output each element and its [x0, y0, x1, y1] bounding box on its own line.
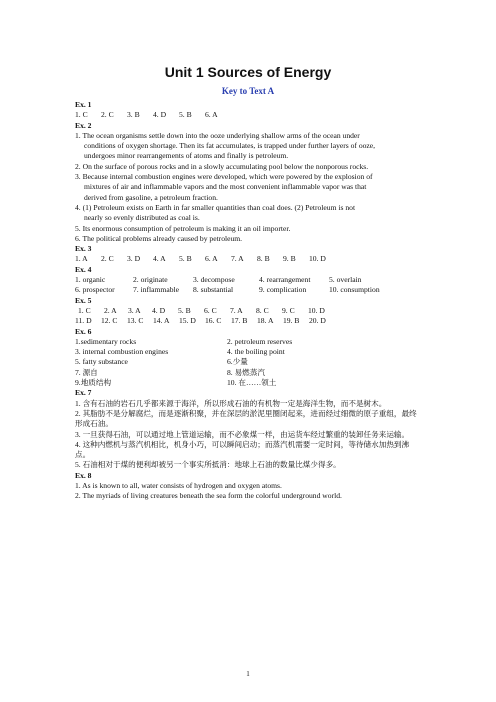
answer: 7. A — [230, 305, 243, 315]
answer: 9. B — [283, 254, 296, 264]
answer: 8. 易燃蒸汽 — [227, 367, 265, 377]
ex5-heading: Ex. 5 — [75, 295, 92, 305]
answer: 6. A — [205, 254, 218, 264]
answer-key-content — [75, 100, 421, 502]
answer: 7. 源自 — [75, 367, 98, 377]
answer: 7. A — [231, 254, 244, 264]
ex6-row — [75, 378, 421, 388]
ex2-answer-line: 1. The ocean organisms settle down into the ooze underlying shallow arms of the ocean under — [75, 130, 360, 140]
answer: 4. rearrangement — [259, 275, 311, 285]
ex7-answer: 2. 其脂肪不是分解腐烂，而是逐渐积聚，并在深层的淤泥里圈闭起来，进而经过细微的原子重组，最终形成石油。 — [75, 408, 417, 429]
answer: 4. D — [153, 110, 167, 120]
ex8-answer: 2. The myriads of living creatures beneath the sea form the colorful underground world. — [75, 491, 342, 501]
ex6-row — [75, 337, 421, 347]
ex7-answer: 5. 石油相对于煤的便利却被另一个事实所抵消：地球上石油的数量比煤少得多。 — [75, 460, 341, 470]
answer: 2. originate — [133, 275, 168, 285]
answer: 8. C — [256, 305, 269, 315]
answer: 3. B — [127, 110, 140, 120]
ex6-heading: Ex. 6 — [75, 326, 92, 336]
answer: 9. complication — [259, 285, 307, 295]
ex5-row-1 — [75, 306, 421, 316]
answer: 9.地质结构 — [75, 378, 112, 388]
answer: 5. B — [179, 110, 192, 120]
answer: 1. C — [78, 305, 91, 315]
ex2-answer-line: 4. (1) Petroleum exists on Earth in far smaller quantities than coal does. (2) Petroleum is not — [75, 202, 356, 212]
page-subtitle: Key to Text A — [221, 86, 275, 96]
ex3-answers — [75, 254, 421, 264]
answer: 10. 在……领土 — [227, 378, 277, 388]
answer: 16. C — [205, 316, 222, 326]
answer: 12. C — [101, 316, 118, 326]
ex4-heading: Ex. 4 — [75, 264, 92, 274]
answer: 3. D — [127, 254, 141, 264]
ex4-row-1 — [75, 275, 421, 285]
answer: 10. D — [308, 305, 325, 315]
answer: 20. D — [309, 316, 326, 326]
answer: 4. the boiling point — [227, 347, 285, 357]
answer: 1. C — [75, 110, 88, 120]
answer: 2. A — [104, 305, 117, 315]
ex1-heading: Ex. 1 — [75, 100, 92, 109]
answer: 3. decompose — [193, 275, 235, 285]
ex2-answer-line: 3. Because internal combustion engines were developed, which were powered by the explosion of — [75, 172, 373, 182]
answer: 6. A — [205, 110, 218, 120]
answer: 7. inflammable — [133, 285, 179, 295]
answer: 14. A — [153, 316, 170, 326]
answer: 5. B — [178, 305, 191, 315]
ex7-answer: 1. 含有石油的岩石几乎都来源于海洋，所以形成石油的有机物一定是海洋生物，而不是树木。 — [75, 398, 387, 408]
ex6-row — [75, 368, 421, 378]
ex8-answer: 1. As is known to all, water consists of hydrogen and oxygen atoms. — [75, 480, 282, 490]
ex7-answer: 3. 一旦获得石油，可以通过地上管道运输，而不必象煤一样，由运货车经过繁重的装卸任务来运输。 — [75, 429, 410, 439]
answer: 15. D — [179, 316, 196, 326]
page-number: 1 — [246, 670, 250, 678]
ex7-answer: 4. 这种内燃机与蒸汽机相比，机身小巧，可以瞬间启动；而蒸汽机需要一定时间，等待储水加热到沸点。 — [75, 439, 410, 460]
answer: 2. petroleum reserves — [227, 336, 293, 346]
answer: 4. A — [153, 254, 166, 264]
answer: 6.少量 — [227, 357, 248, 367]
answer: 1. A — [75, 254, 88, 264]
answer: 3. internal combustion engines — [75, 347, 169, 357]
answer: 18. A — [257, 316, 274, 326]
answer: 13. C — [127, 316, 144, 326]
ex2-answer-line: mixtures of air and inflammable vapors and the most convenient inflammable vapor was that — [84, 182, 367, 192]
answer: 6. prospector — [75, 285, 115, 295]
ex8-heading: Ex. 8 — [75, 470, 92, 480]
ex6-row — [75, 357, 421, 367]
answer: 5. fatty substance — [75, 357, 128, 367]
answer: 2. C — [101, 254, 114, 264]
ex5-row-2 — [75, 316, 421, 326]
ex2-answer-line: derived from gasoline, a petroleum fraction. — [84, 192, 218, 202]
ex2-answer-line: 6. The political problems already caused by petroleum. — [75, 233, 243, 243]
ex1-answers — [75, 110, 421, 120]
answer: 8. substantial — [193, 285, 234, 295]
ex3-heading: Ex. 3 — [75, 244, 92, 254]
answer: 8. B — [257, 254, 270, 264]
answer: 1. organic — [75, 275, 106, 285]
page-title: Unit 1 Sources of Energy — [164, 64, 332, 80]
answer: 2. C — [101, 110, 114, 120]
ex6-row — [75, 347, 421, 357]
answer: 19. B — [283, 316, 300, 326]
answer: 10. D — [309, 254, 326, 264]
answer: 17. B — [231, 316, 248, 326]
ex2-answer-line: 5. Its enormous consumption of petroleum is making it an oil importer. — [75, 223, 291, 233]
answer: 1.sedimentary rocks — [75, 336, 137, 346]
ex2-heading: Ex. 2 — [75, 120, 92, 130]
answer: 4. D — [152, 305, 166, 315]
ex2-answer-line: conditions of oxygen shortage. Then its fat accumulates, is trapped under further layers of ooze, — [84, 141, 376, 151]
answer: 11. D — [75, 316, 92, 326]
ex4-row-2 — [75, 285, 421, 295]
answer: 10. consumption — [329, 285, 380, 295]
answer: 3. A — [128, 305, 141, 315]
ex2-answer-line: 2. On the surface of porous rocks and in a slowly accumulating pool below the nonporous rocks. — [75, 161, 369, 171]
ex7-heading: Ex. 7 — [75, 388, 92, 398]
answer: 5. overlain — [329, 275, 362, 285]
answer: 6. C — [204, 305, 217, 315]
answer: 9. C — [282, 305, 295, 315]
ex2-answer-line: nearly so evenly distributed as coal is. — [84, 213, 200, 223]
ex2-answer-line: undergoes minor rearrangements of atoms and finally is petroleum. — [84, 151, 289, 161]
answer: 5. B — [179, 254, 192, 264]
